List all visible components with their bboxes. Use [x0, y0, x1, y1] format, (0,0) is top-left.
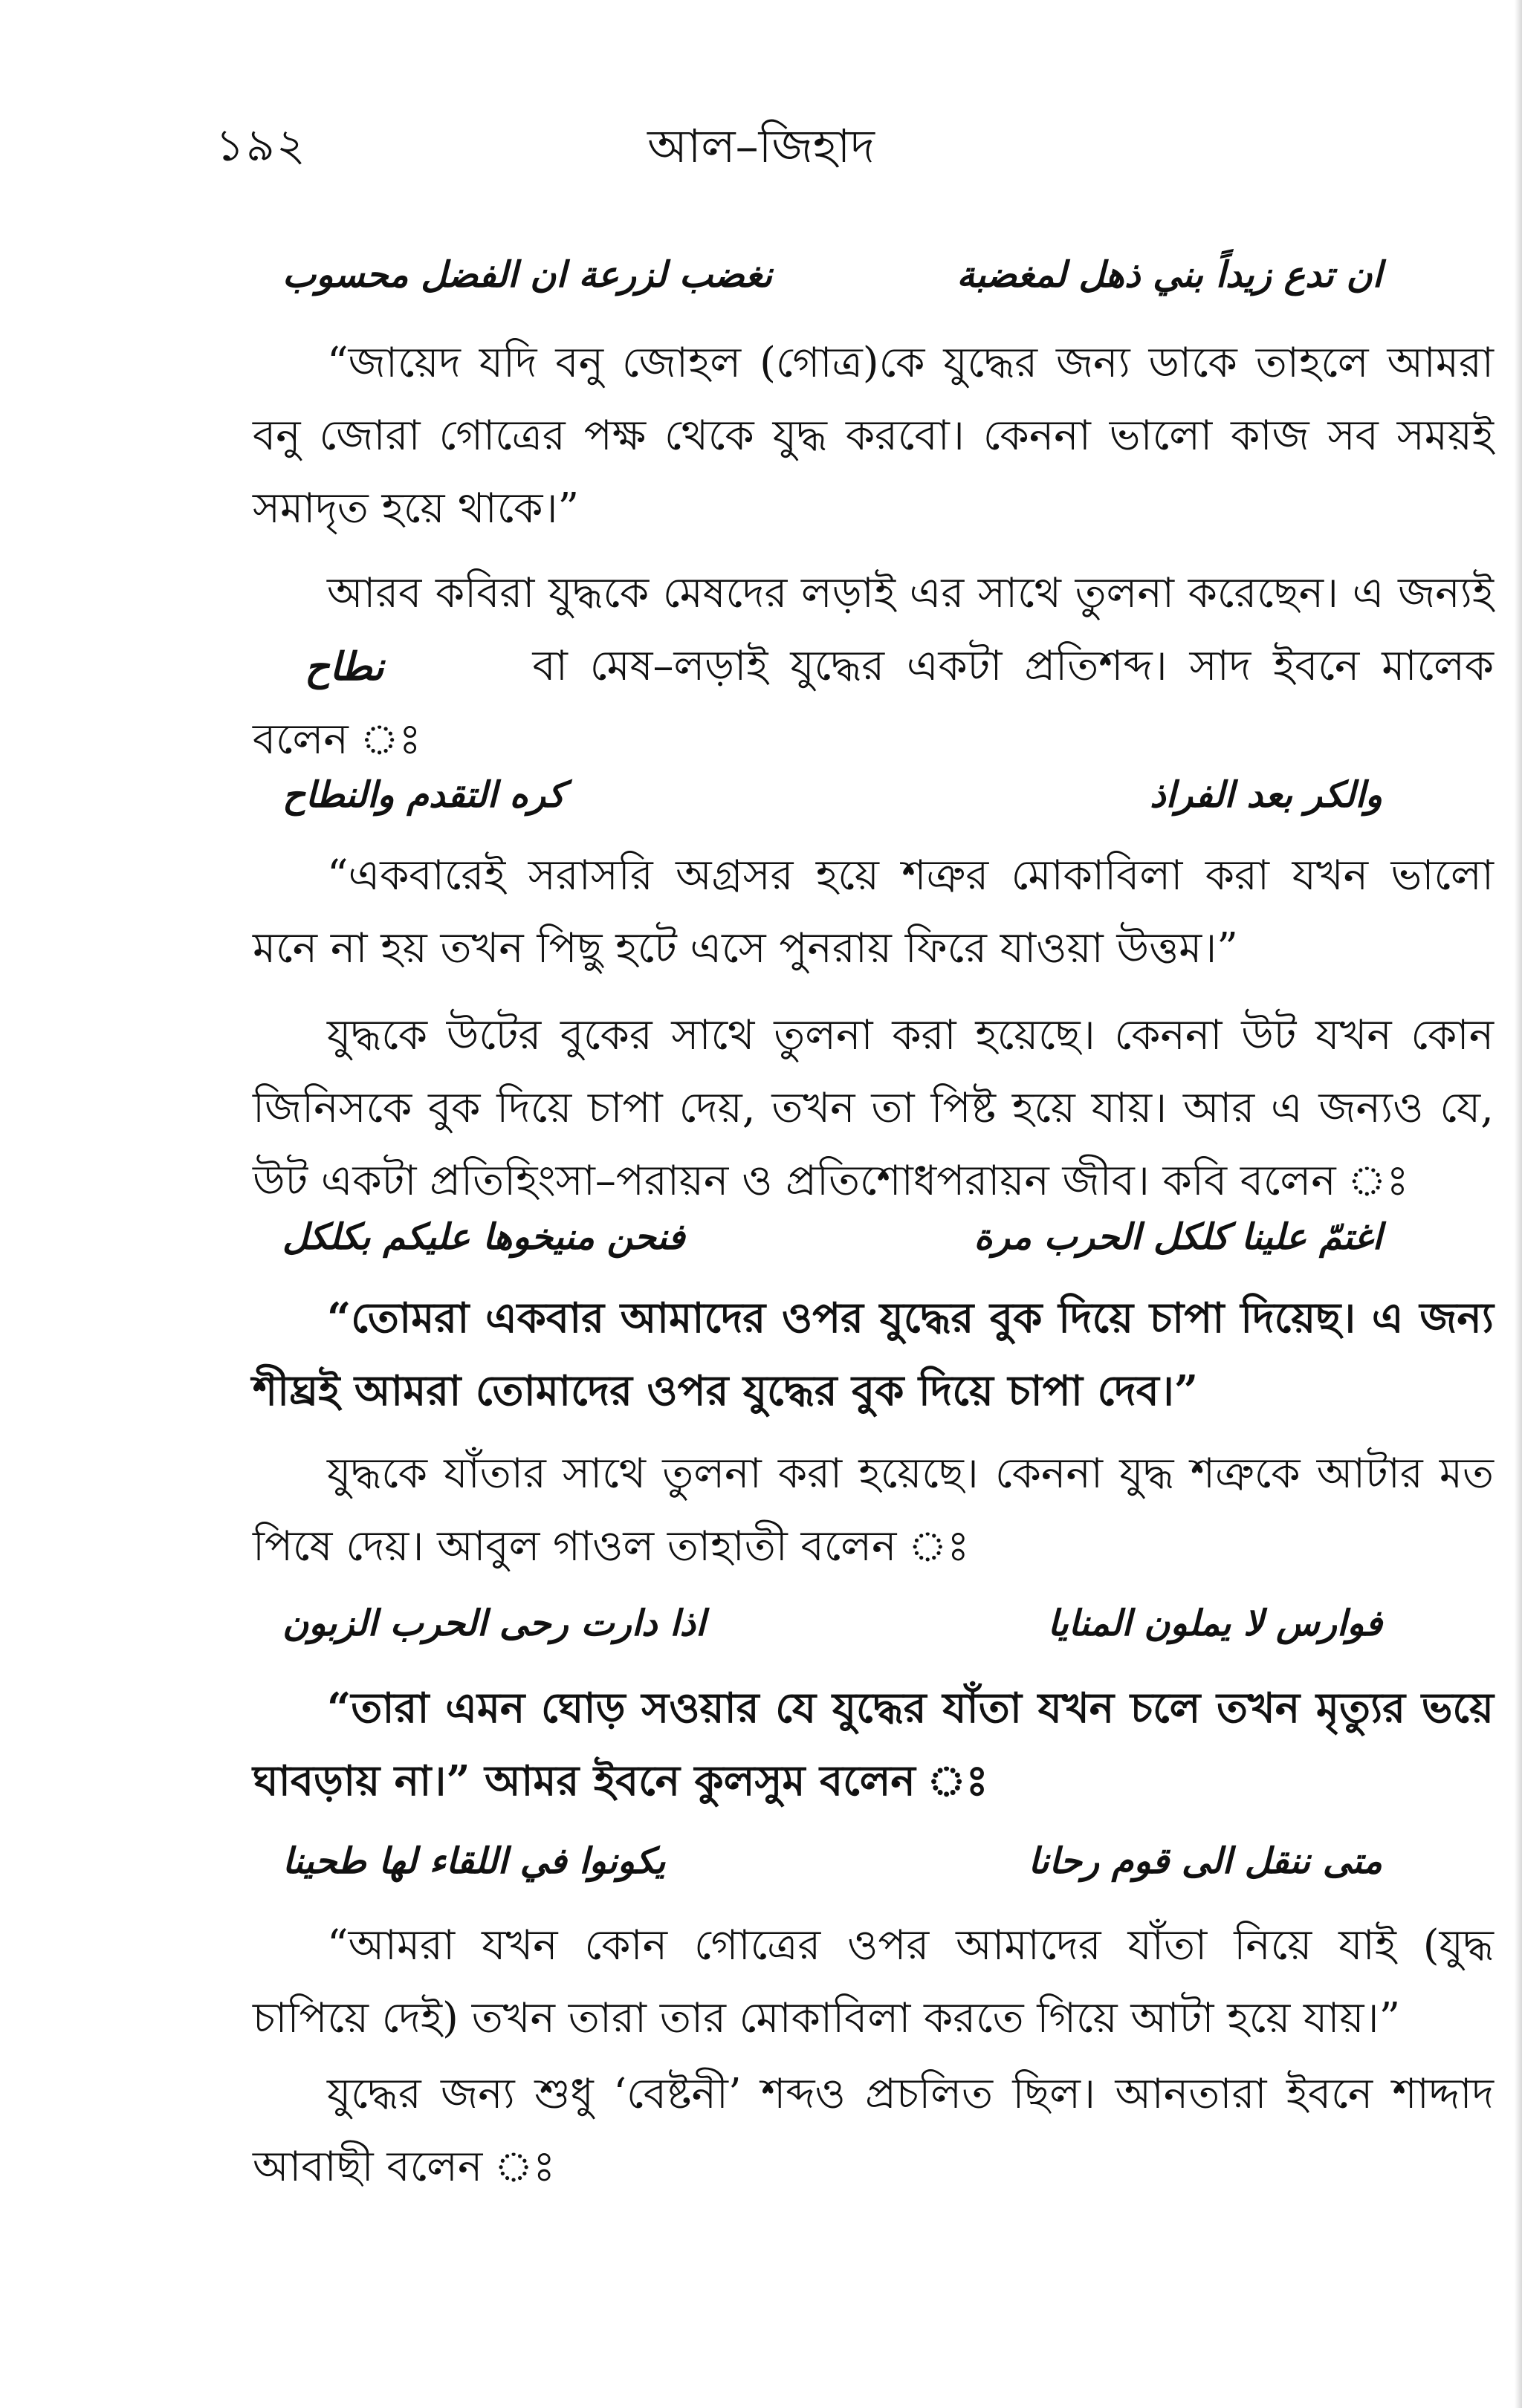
verse-first-hemistich: اغتمّ علينا كلكل الحرب مرة [974, 1216, 1382, 1258]
paragraph: “জায়েদ যদি বনু জোহল (গোত্র)কে যুদ্ধের জন্য ডাকে তাহলে আমরা বনু জোরা গোত্রের পক্ষ থেকে যুদ্ধ করবো। কেননা ভালো কাজ সব সময়ই সমাদৃত হয়ে থাকে।” [253, 339, 1494, 533]
running-title: আল–জিহাদ [647, 119, 875, 173]
paragraph: যুদ্ধের জন্য শুধু ‘বেষ্টনী’ শব্দও প্রচলিত ছিল। আনতারা ইবনে শাদ্দাদ আবাছী বলেন ঃ [253, 2070, 1494, 2191]
arabic-inline-word: نطاح [305, 645, 384, 689]
verse-second-hemistich: يكونوا في اللقاء لها طحينا [282, 1840, 666, 1882]
page-header [0, 111, 1522, 178]
verse-second-hemistich: نغضب لزرعة ان الفضل محسوب [282, 254, 773, 296]
paragraph [253, 557, 1494, 776]
paragraph-text: বা মেষ–লড়াই যুদ্ধের একটা প্রতিশব্দ। সাদ ইবনে মালেক বলেন ঃ [253, 642, 1494, 764]
arabic-verse [282, 754, 1382, 836]
paragraph: যুদ্ধকে উটের বুকের সাথে তুলনা করা হয়েছে। কেননা উট যখন কোন জিনিসকে বুক দিয়ে চাপা দেয়, তখন তা পিষ্ট হয়ে যায়। আর এ জন্যও যে, উট একটা প্রতিহিংসা–পরায়ন ও প্রতিশোধপরায়ন জীব। কবি বলেন ঃ [253, 1011, 1494, 1205]
verse-first-hemistich: متى ننقل الى قوم رحانا [1028, 1840, 1382, 1882]
paragraph-text: আরব কবিরা যুদ্ধকে মেষদের লড়াই এর সাথে তুলনা করেছেন। এ জন্যই [327, 569, 1494, 617]
paragraph: “একবারেই সরাসরি অগ্রসর হয়ে শত্রুর মোকাবিলা করা যখন ভালো মনে না হয় তখন পিছু হটে এসে পুনরায় ফিরে যাওয়া উত্তম।” [253, 851, 1494, 973]
page-edge-shadow [1515, 0, 1522, 2408]
paragraph: “তোমরা একবার আমাদের ওপর যুদ্ধের বুক দিয়ে চাপা দিয়েছ। এ জন্য শীঘ্রই আমরা তোমাদের ওপর যুদ্ধের বুক দিয়ে চাপা দেব।” [253, 1294, 1494, 1415]
verse-first-hemistich: ان تدع زيداً بني ذهل لمغضبة [956, 254, 1382, 296]
arabic-verse [282, 1196, 1382, 1278]
arabic-verse [282, 1820, 1382, 1902]
verse-second-hemistich: كره التقدم والنطاح [282, 774, 566, 816]
verse-first-hemistich: والكر بعد الفراذ [1150, 774, 1382, 816]
verse-first-hemistich: فوارس لا يملون المنايا [1047, 1603, 1382, 1644]
paragraph: যুদ্ধকে যাঁতার সাথে তুলনা করা হয়েছে। কেননা যুদ্ধ শত্রুকে আটার মত পিষে দেয়। আবুল গাওল তাহাতী বলেন ঃ [253, 1450, 1494, 1571]
arabic-verse [282, 1583, 1382, 1664]
page-number: ১৯২ [216, 120, 307, 172]
paragraph: “তারা এমন ঘোড় সওয়ার যে যুদ্ধের যাঁতা যখন চলে তখন মৃত্যুর ভয়ে ঘাবড়ায় না।” আমর ইবনে কুলসুম বলেন ঃ [253, 1684, 1494, 1805]
arabic-verse [282, 234, 1382, 316]
verse-second-hemistich: فنحن منيخوها عليكم بكلكل [282, 1216, 685, 1258]
verse-second-hemistich: اذا دارت رحى الحرب الزبون [282, 1603, 706, 1644]
paragraph: “আমরা যখন কোন গোত্রের ওপর আমাদের যাঁতা নিয়ে যাই (যুদ্ধ চাপিয়ে দেই) তখন তারা তার মোকাবিলা করতে গিয়ে আটা হয়ে যায়।” [253, 1921, 1494, 2042]
